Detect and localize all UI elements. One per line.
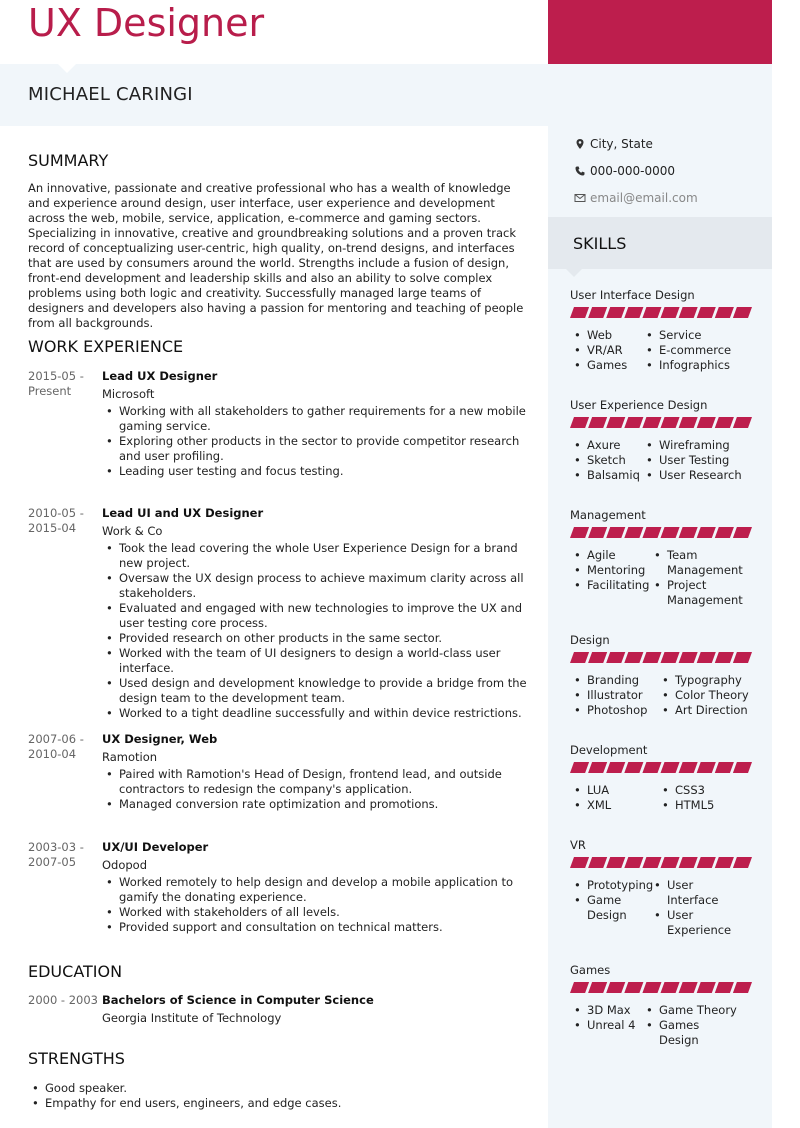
skill-bar-segment bbox=[588, 982, 607, 993]
job-position: Lead UI and UX Designer bbox=[102, 506, 264, 520]
education-school: Georgia Institute of Technology bbox=[102, 1011, 282, 1025]
skill-bar-segment bbox=[679, 982, 698, 993]
job-position: UX Designer, Web bbox=[102, 732, 218, 746]
job-bullet: • Leading user testing and focus testing. bbox=[102, 464, 528, 479]
skill-item: • Mentoring bbox=[570, 563, 650, 578]
skill-bar-segment bbox=[733, 417, 752, 428]
skill-item: • Art Direction bbox=[658, 703, 758, 718]
skill-bar-segment bbox=[733, 527, 752, 538]
skill-level-bar bbox=[570, 762, 752, 773]
skill-bar-segment bbox=[624, 417, 643, 428]
skill-bar-segment bbox=[606, 762, 625, 773]
skill-level-bar bbox=[570, 527, 752, 538]
job-date: 2010-05 - 2015-04 bbox=[28, 506, 84, 535]
skill-item: • Game Design bbox=[570, 893, 634, 923]
contact-location bbox=[574, 137, 653, 151]
skill-name: User Experience Design bbox=[570, 398, 708, 412]
skill-level-bar bbox=[570, 857, 752, 868]
strength-item: • Good speaker. bbox=[28, 1081, 528, 1096]
skill-item: • Game Theory bbox=[642, 1003, 742, 1018]
skill-bar-segment bbox=[715, 857, 734, 868]
job-company: Odopod bbox=[102, 858, 148, 872]
skill-bar-segment bbox=[697, 527, 716, 538]
strength-item: • Empathy for end users, engineers, and edge cases. bbox=[28, 1096, 528, 1111]
job-bullet: • Provided research on other products in the same sector. bbox=[102, 631, 528, 646]
skill-bar-segment bbox=[697, 982, 716, 993]
job-date: 2003-03 - 2007-05 bbox=[28, 840, 84, 869]
skill-bar-segment bbox=[588, 307, 607, 318]
skill-item: • Games bbox=[570, 358, 642, 373]
education-degree: Bachelors of Science in Computer Science bbox=[102, 993, 374, 1007]
envelope-icon bbox=[574, 192, 586, 204]
skill-bar-segment bbox=[606, 527, 625, 538]
skill-item: • Infographics bbox=[642, 358, 742, 373]
skill-item: • Balsamiq bbox=[570, 468, 642, 483]
skill-item: • LUA bbox=[570, 783, 658, 798]
skill-bar-segment bbox=[679, 652, 698, 663]
job-date: 2007-06 - 2010-04 bbox=[28, 732, 84, 761]
skill-bar-segment bbox=[733, 982, 752, 993]
job-bullet: • Worked with the team of UI designers to design a world-class user interface. bbox=[102, 646, 528, 676]
skill-item: • XML bbox=[570, 798, 658, 813]
email-link[interactable]: email@email.com bbox=[590, 191, 698, 205]
skill-name: Management bbox=[570, 508, 646, 522]
skill-item: • Team Management bbox=[650, 548, 736, 578]
job-bullet: • Worked remotely to help design and develop a mobile application to gamify the donating experience. bbox=[102, 875, 528, 905]
job-bullet: • Working with all stakeholders to gather requirements for a new mobile gaming service. bbox=[102, 404, 528, 434]
skill-bar-segment bbox=[588, 417, 607, 428]
skill-group bbox=[570, 837, 760, 938]
skill-bar-segment bbox=[697, 307, 716, 318]
skill-bar-segment bbox=[715, 982, 734, 993]
skill-bar-segment bbox=[606, 652, 625, 663]
job-bullet: • Took the lead covering the whole User Experience Design for a brand new project. bbox=[102, 541, 528, 571]
skill-bar-segment bbox=[588, 762, 607, 773]
skill-item: • Sketch bbox=[570, 453, 642, 468]
job-bullet: • Provided support and consultation on technical matters. bbox=[102, 920, 528, 935]
skill-bar-segment bbox=[606, 982, 625, 993]
job-position: Lead UX Designer bbox=[102, 369, 218, 383]
job-bullet: • Oversaw the UX design process to achieve maximum clarity across all stakeholders. bbox=[102, 571, 528, 601]
skill-bar-segment bbox=[642, 527, 661, 538]
skill-group bbox=[570, 507, 760, 608]
skill-bar-segment bbox=[679, 307, 698, 318]
skill-bar-segment bbox=[624, 527, 643, 538]
skill-item: • HTML5 bbox=[658, 798, 758, 813]
skill-bar-segment bbox=[570, 652, 589, 663]
skill-bar-segment bbox=[733, 307, 752, 318]
skill-bar-segment bbox=[570, 857, 589, 868]
skill-item: • Prototyping bbox=[570, 878, 646, 893]
header-accent-block bbox=[548, 0, 772, 64]
skill-bar-segment bbox=[679, 762, 698, 773]
skill-name: User Interface Design bbox=[570, 288, 695, 302]
person-name: MICHAEL CARINGI bbox=[28, 84, 193, 105]
skill-bar-segment bbox=[588, 857, 607, 868]
skill-bar-segment bbox=[606, 417, 625, 428]
skill-bar-segment bbox=[624, 307, 643, 318]
skill-bar-segment bbox=[642, 417, 661, 428]
job-bullet: • Worked to a tight deadline successfully and within device restrictions. bbox=[102, 706, 528, 721]
skill-item: • Wireframing bbox=[642, 438, 742, 453]
skill-bar-segment bbox=[715, 527, 734, 538]
skill-bar-segment bbox=[570, 307, 589, 318]
skill-bar-segment bbox=[733, 762, 752, 773]
job-bullet: • Evaluated and engaged with new technologies to improve the UX and user testing core process. bbox=[102, 601, 528, 631]
name-band-notch bbox=[58, 64, 76, 73]
location-pin-icon bbox=[574, 138, 586, 150]
education-title: EDUCATION bbox=[28, 962, 123, 981]
job-position: UX/UI Developer bbox=[102, 840, 209, 854]
skill-name: Design bbox=[570, 633, 610, 647]
skill-bar-segment bbox=[642, 762, 661, 773]
location-text: City, State bbox=[590, 137, 653, 151]
skill-item: • Facilitating bbox=[570, 578, 650, 593]
phone-icon bbox=[574, 165, 586, 177]
job-date: 2015-05 - Present bbox=[28, 369, 84, 398]
skill-item: • Typography bbox=[658, 673, 758, 688]
skill-bar-segment bbox=[733, 857, 752, 868]
skill-level-bar bbox=[570, 417, 752, 428]
skills-title: SKILLS bbox=[573, 234, 627, 253]
skill-level-bar bbox=[570, 652, 752, 663]
skill-bar-segment bbox=[570, 417, 589, 428]
skill-bar-segment bbox=[606, 307, 625, 318]
skill-group bbox=[570, 742, 760, 813]
summary-text: An innovative, passionate and creative professional who has a wealth of knowledge and experience around design, user interface, user experience and development across the web, mobile, service, application, e-commerce and gaming sectors. Specializing in innovative, creative and groundbreaking solutions and a proven track record of conceptualizing user-centric, high quality, on-trend designs, and interfaces that are used by consumers around the world. Strengths include a fusion of design, front-end development and leadership skills and also an ability to solve complex problems using both logic and creativity. Successfully managed large teams of designers and developers also having a passion for mentoring and teaching of people from all backgrounds. bbox=[28, 181, 524, 330]
strengths-title: STRENGTHS bbox=[28, 1049, 125, 1068]
skill-item: • Unreal 4 bbox=[570, 1018, 642, 1033]
strengths-list bbox=[28, 1081, 528, 1111]
skill-bar-segment bbox=[588, 652, 607, 663]
skill-item: • User Interface bbox=[650, 878, 728, 908]
summary-title: SUMMARY bbox=[28, 151, 109, 170]
skill-bar-segment bbox=[733, 652, 752, 663]
skill-item: • Service bbox=[642, 328, 742, 343]
skill-bar-segment bbox=[697, 857, 716, 868]
skill-bar-segment bbox=[661, 762, 680, 773]
skill-item: • Photoshop bbox=[570, 703, 658, 718]
skill-bar-segment bbox=[679, 857, 698, 868]
contact-email[interactable] bbox=[574, 191, 698, 205]
job-title: UX Designer bbox=[28, 1, 265, 45]
skill-bar-segment bbox=[697, 417, 716, 428]
phone-text: 000-000-0000 bbox=[590, 164, 676, 178]
skill-bar-segment bbox=[642, 982, 661, 993]
skill-bar-segment bbox=[715, 417, 734, 428]
job-bullet: • Managed conversion rate optimization and promotions. bbox=[102, 797, 528, 812]
skill-item: • CSS3 bbox=[658, 783, 758, 798]
skill-bar-segment bbox=[570, 527, 589, 538]
skill-bar-segment bbox=[642, 857, 661, 868]
skill-bar-segment bbox=[697, 762, 716, 773]
job-bullet: • Paired with Ramotion's Head of Design, frontend lead, and outside contractors to redesign the company's application. bbox=[102, 767, 528, 797]
skill-group bbox=[570, 397, 760, 483]
skill-item: • Web bbox=[570, 328, 642, 343]
skill-item: • User Research bbox=[642, 468, 742, 483]
skill-item: • Project Management bbox=[650, 578, 736, 608]
skill-bar-segment bbox=[661, 857, 680, 868]
skill-item: • User Experience bbox=[650, 908, 736, 938]
skill-bar-segment bbox=[715, 762, 734, 773]
skill-bar-segment bbox=[588, 527, 607, 538]
skill-bar-segment bbox=[679, 527, 698, 538]
skill-item: • Games Design bbox=[642, 1018, 742, 1048]
skill-bar-segment bbox=[570, 982, 589, 993]
job-company: Work & Co bbox=[102, 524, 163, 538]
job-company: Microsoft bbox=[102, 387, 155, 401]
skill-group bbox=[570, 962, 760, 1048]
skill-bar-segment bbox=[661, 982, 680, 993]
skill-item: • VR/AR bbox=[570, 343, 642, 358]
skill-bar-segment bbox=[661, 652, 680, 663]
skill-bar-segment bbox=[715, 307, 734, 318]
skill-item: • E-commerce bbox=[642, 343, 742, 358]
skills-header-notch bbox=[566, 269, 582, 277]
contact-phone bbox=[574, 164, 675, 178]
skill-level-bar bbox=[570, 307, 752, 318]
skill-bar-segment bbox=[679, 417, 698, 428]
job-bullet: • Exploring other products in the sector to provide competitor research and user profiling. bbox=[102, 434, 528, 464]
skill-bar-segment bbox=[661, 527, 680, 538]
skill-bar-segment bbox=[697, 652, 716, 663]
skill-item: • Agile bbox=[570, 548, 650, 563]
skill-item: • Color Theory bbox=[658, 688, 758, 703]
skill-bar-segment bbox=[661, 307, 680, 318]
skill-bar-segment bbox=[642, 307, 661, 318]
skill-bar-segment bbox=[570, 762, 589, 773]
skill-bar-segment bbox=[624, 982, 643, 993]
skill-name: Development bbox=[570, 743, 648, 757]
skill-bar-segment bbox=[624, 857, 643, 868]
skill-group bbox=[570, 632, 760, 718]
job-company: Ramotion bbox=[102, 750, 158, 764]
skill-bar-segment bbox=[624, 652, 643, 663]
skill-name: Games bbox=[570, 963, 611, 977]
job-bullet: • Used design and development knowledge to provide a bridge from the design team to the development team. bbox=[102, 676, 528, 706]
skill-bar-segment bbox=[642, 652, 661, 663]
skill-bar-segment bbox=[715, 652, 734, 663]
skill-group bbox=[570, 287, 760, 373]
skill-name: VR bbox=[570, 838, 586, 852]
skill-bar-segment bbox=[661, 417, 680, 428]
skill-bar-segment bbox=[624, 762, 643, 773]
job-bullet: • Worked with stakeholders of all levels. bbox=[102, 905, 528, 920]
skill-item: • Illustrator bbox=[570, 688, 658, 703]
skill-item: • User Testing bbox=[642, 453, 742, 468]
work-experience-title: WORK EXPERIENCE bbox=[28, 337, 184, 356]
skill-item: • 3D Max bbox=[570, 1003, 642, 1018]
skill-level-bar bbox=[570, 982, 752, 993]
education-date: 2000 - 2003 bbox=[28, 993, 98, 1007]
skill-item: • Branding bbox=[570, 673, 658, 688]
skill-bar-segment bbox=[606, 857, 625, 868]
skill-item: • Axure bbox=[570, 438, 642, 453]
